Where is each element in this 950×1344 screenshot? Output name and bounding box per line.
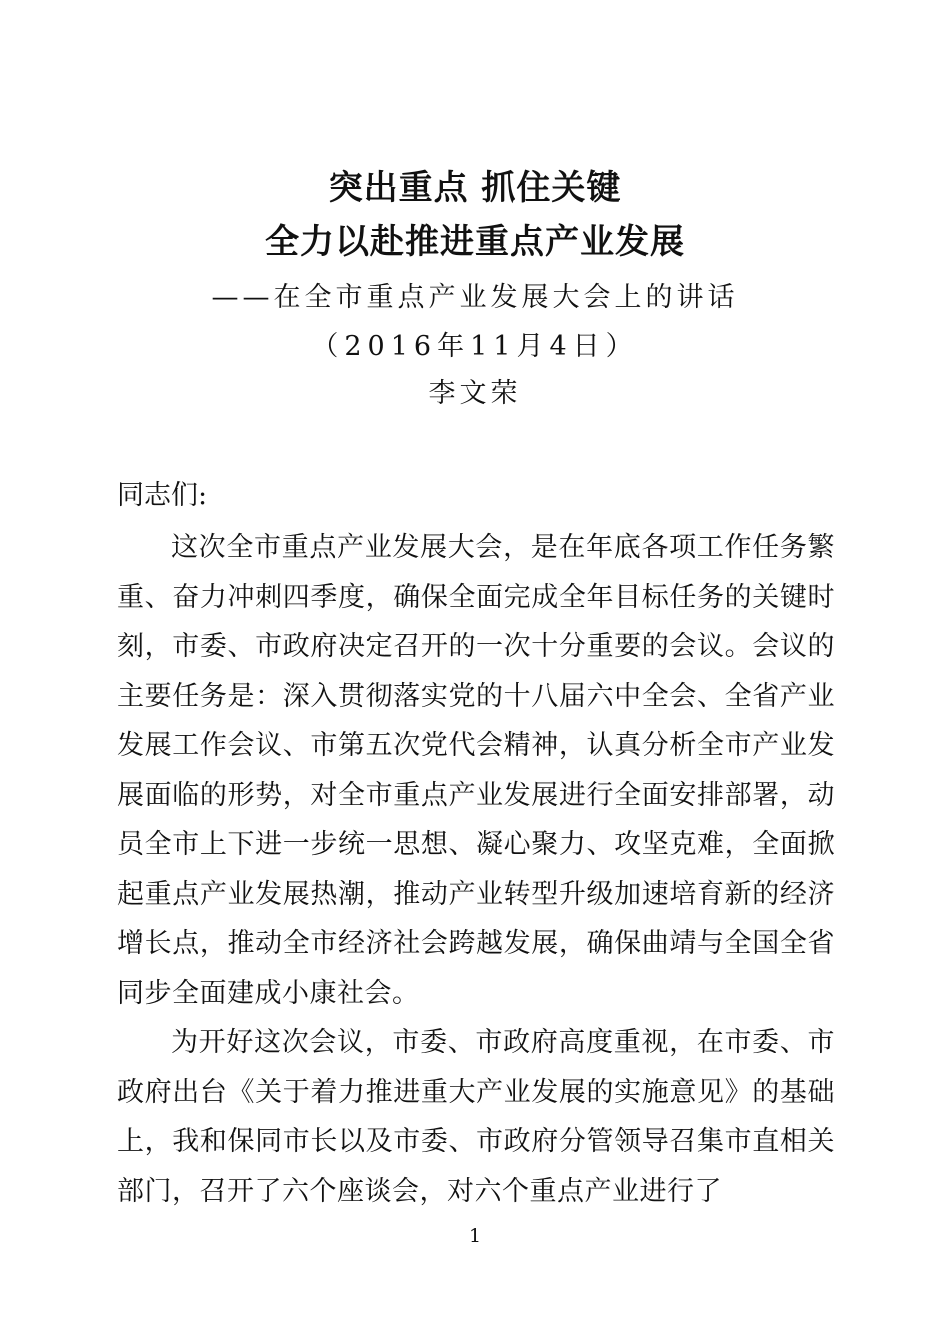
author-name: 李文荣 (428, 378, 522, 409)
paragraph: 为开好这次会议，市委、市政府高度重视，在市委、市政府出台《关于着力推进重大产业发展的实施意见》的基础上，我和保同市长以及市委、市政府分管领导召集市直相关部门，召开了六个座谈会，对六个重点产业进行了 (117, 1027, 835, 1207)
subtitle: ——在全市重点产业发展大会上的讲话 (211, 282, 739, 313)
paragraph: 这次全市重点产业发展大会，是在年底各项工作任务繁重、奋力冲刺四季度，确保全面完成全年目标任务的关键时刻，市委、市政府决定召开的一次十分重要的会议。会议的主要任务是：深入贯彻落实党的十八届六中全会、全省产业发展工作会议、市第五次党代会精神，认真分析全市产业发展面临的形势，对全市重点产业发展进行全面安排部署，动员全市上下进一步统一思想、凝心聚力、攻坚克难，全面掀起重点产业发展热潮，推动产业转型升级加速培育新的经济增长点，推动全市经济社会跨越发展，确保曲靖与全国全省同步全面建成小康社会。 (117, 532, 835, 1009)
speech-date: （2016年11月4日） (311, 331, 639, 362)
title-line-2: 全力以赴推进重点产业发展 (265, 222, 685, 262)
page-number: 1 (468, 1225, 482, 1247)
title-line-1: 突出重点 抓住关键 (328, 168, 622, 208)
body-text (117, 523, 835, 1216)
salutation: 同志们: (117, 480, 208, 511)
